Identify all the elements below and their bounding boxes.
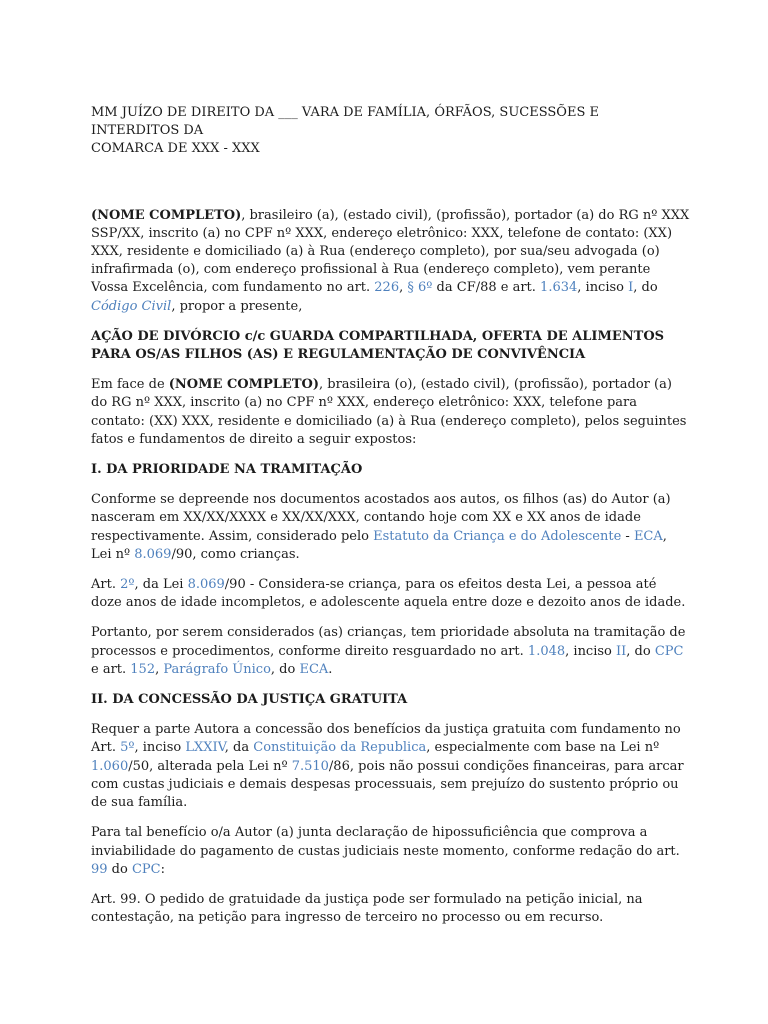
paragraph-text: e art.	[91, 661, 131, 677]
paragraph-text: Para tal benefício o/a Autor (a) junta declaração de hipossuficiência que comprova a inviabilidade do pagamento de custas judiciais neste momento, conforme redação do art.	[91, 825, 680, 859]
link-art-99[interactable]: 99	[91, 861, 108, 877]
link-lei-8069[interactable]: 8.069	[187, 577, 225, 593]
link-lei-8069[interactable]: 8.069	[134, 546, 172, 562]
paragraph-text: , do	[270, 661, 300, 677]
link-cpc[interactable]: CPC	[131, 861, 161, 877]
section-1-paragraph-2	[91, 576, 690, 612]
link-eca[interactable]: ECA	[299, 661, 329, 677]
paragraph-text: Conforme se depreende nos documentos acostados aos autos, os filhos (as) do Autor (a) nasceram em XX/XX/XXXX e XX/XX/XXX, contando hoje com XX e XX anos de idade respectivamente. Assim, considerado pelo	[91, 492, 671, 544]
paragraph-text: /86, pois não possui condições financeiras, para arcar com custas judiciais e demais despesas processuais, sem prejuízo do sustento próprio ou de sua família.	[91, 758, 684, 811]
plaintiff-name: (NOME COMPLETO)	[91, 207, 242, 223]
intro-paragraph	[91, 207, 690, 316]
paragraph-text: , especialmente com base na Lei nº	[426, 740, 660, 756]
section-1-paragraph-3	[91, 624, 690, 679]
link-paragrafo-unico[interactable]: Parágrafo Único	[163, 661, 271, 677]
link-codigo-civil[interactable]: Código Civil	[91, 298, 172, 314]
paragraph-text: /90 - Considera-se criança, para os efeitos desta Lei, a pessoa até doze anos de idade incompletos, e adolescente aquela entre doze e dezoito anos de idade.	[91, 577, 686, 611]
paragraph-text: /90, como crianças.	[171, 546, 300, 562]
paragraph-text: do	[107, 861, 132, 877]
paragraph-text: , inciso	[565, 643, 617, 659]
link-eca[interactable]: ECA	[633, 528, 663, 544]
intro-text: , brasileiro (a), (estado civil), (profissão), portador (a) do RG nº XXX SSP/XX, inscrito (a) no CPF nº XXX, endereço eletrônico: XXX, telefone de contato: (XX) XXX, residente e domiciliado (a) à Rua (endereço completo), por sua/seu advogada (o) infrafirmada (o), com endereço profissional à Rua (endereço completo), vem perante Vossa Excelência, com fundamento no art.	[91, 207, 690, 296]
paragraph-text: .	[328, 661, 333, 677]
paragraph-text: , Lei nº	[91, 528, 667, 562]
intro-text: , inciso	[577, 280, 629, 296]
paragraph-text: , do	[626, 643, 655, 659]
court-header	[91, 104, 690, 159]
defendant-name: (NOME COMPLETO)	[168, 377, 319, 393]
intro-text: , do	[633, 280, 658, 296]
link-art-5[interactable]: 5º	[120, 740, 135, 756]
paragraph-text: -	[621, 528, 634, 544]
link-lei-7510[interactable]: 7.510	[291, 758, 329, 774]
section-1-paragraph-1	[91, 491, 690, 564]
link-art-2[interactable]: 2º	[120, 577, 135, 593]
paragraph-text: Requer a parte Autora a concessão dos benefícios da justiça gratuita com fundamento no Art.	[91, 722, 681, 756]
link-paragraph-6[interactable]: § 6º	[407, 280, 433, 296]
intro-text: da CF/88 e art.	[432, 280, 541, 296]
intro-text: ,	[399, 280, 408, 296]
section-1-heading: I. DA PRIORIDADE NA TRAMITAÇÃO	[91, 462, 363, 478]
defendant-text: , brasileira (o), (estado civil), (profissão), portador (a) do RG nº XXX, inscrito (a) no CPF nº XXX, endereço eletrônico: XXX, telefone para contato: (XX) XXX, residente e domiciliado (a) à Rua (endereço completo), pelos seguintes fatos e fundamentos de direito a seguir expostos:	[91, 377, 687, 447]
link-cpc[interactable]: CPC	[654, 643, 684, 659]
paragraph-text: /50, alterada pela Lei nº	[128, 758, 292, 774]
link-art-1634[interactable]: 1.634	[540, 280, 578, 296]
link-estatuto[interactable]: Estatuto da Criança e do Adolescente	[373, 528, 622, 544]
link-inciso-ii[interactable]: II	[616, 643, 627, 659]
paragraph-text: , inciso	[134, 740, 186, 756]
paragraph-text: , da	[224, 740, 254, 756]
section-2-paragraph-1	[91, 721, 690, 812]
paragraph-text: :	[160, 861, 165, 877]
action-title: AÇÃO DE DIVÓRCIO c/c GUARDA COMPARTILHADA, OFERTA DE ALIMENTOS PARA OS/AS FILHOS (AS) E REGULAMENTAÇÃO DE CONVIVÊNCIA	[91, 328, 665, 363]
link-inciso-lxxiv[interactable]: LXXIV	[185, 740, 225, 756]
link-art-152[interactable]: 152	[130, 661, 156, 677]
link-art-1048[interactable]: 1.048	[527, 643, 566, 659]
defendant-paragraph	[91, 376, 690, 449]
paragraph-text: ,	[155, 661, 164, 677]
link-constituicao[interactable]: Constituição da Republica	[253, 740, 427, 756]
link-lei-1060[interactable]: 1.060	[91, 758, 129, 774]
court-header-line-2: COMARCA DE XXX - XXX	[91, 141, 260, 157]
link-inciso-i[interactable]: I	[628, 280, 634, 296]
link-art-226[interactable]: 226	[374, 280, 400, 296]
intro-text: , propor a presente,	[171, 298, 303, 314]
section-2-paragraph-2	[91, 824, 690, 879]
paragraph-text: Art.	[91, 577, 121, 593]
court-header-line-1: MM JUÍZO DE DIREITO DA ___ VARA DE FAMÍLIA, ÓRFÃOS, SUCESSÕES E INTERDITOS DA	[91, 105, 599, 139]
defendant-text: Em face de	[91, 377, 169, 393]
section-2-heading: II. DA CONCESSÃO DA JUSTIÇA GRATUITA	[91, 692, 408, 708]
paragraph-text: Portanto, por serem considerados (as) crianças, tem prioridade absoluta na tramitação de processos e procedimentos, conforme direito resguardado no art.	[91, 625, 686, 659]
section-2-paragraph-3: Art. 99. O pedido de gratuidade da justiça pode ser formulado na petição inicial, na contestação, na petição para ingresso de terceiro no processo ou em recurso.	[91, 891, 643, 926]
paragraph-text: , da Lei	[134, 577, 188, 593]
